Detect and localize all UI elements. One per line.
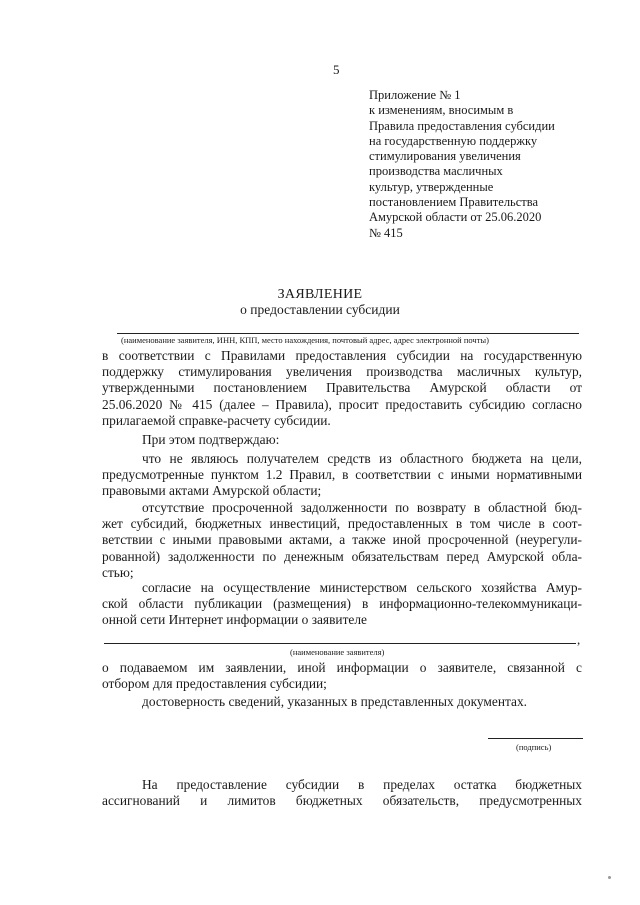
- text-line: правовыми актами Амурской области;: [102, 483, 322, 499]
- applicant-fill-line: [117, 333, 579, 334]
- text-line: что не являюсь получателем средств из областного бюджета на цели,: [142, 451, 582, 466]
- text-line: утвержденными постановлением Правительства Амурской области от: [102, 380, 582, 396]
- text-line: 25.06.2020 № 415 (далее – Правила), просит предоставить субсидию согласно: [102, 396, 582, 412]
- scan-speck: [608, 876, 611, 879]
- appendix-line: культур, утвержденные: [369, 179, 494, 194]
- text-line: прилагаемой справке-расчету субсидии.: [102, 412, 331, 428]
- text-line: в соответствии с Правилами предоставления субсидии на государственную: [102, 348, 582, 363]
- applicant-name-caption: (наименование заявителя): [290, 647, 385, 657]
- text-line: отсутствие просроченной задолженности по возврату в областной бюд-: [142, 500, 582, 515]
- text-line: ассигнований и лимитов бюджетных обязательств, предусмотренных: [102, 793, 582, 809]
- appendix-line: на государственную поддержку: [369, 133, 538, 148]
- signature-fill-line: [488, 738, 583, 739]
- text-line: онной сети Интернет информации о заявителе: [102, 612, 368, 628]
- signature-caption: (подпись): [516, 742, 552, 752]
- document-subtitle: о предоставлении субсидии: [240, 302, 400, 317]
- item-publication-consent: [102, 580, 582, 629]
- item-not-recipient: [102, 451, 582, 500]
- appendix-line: стимулирования увеличения: [369, 149, 521, 164]
- name-line-comma: ,: [577, 632, 581, 647]
- appendix-line: Приложение № 1: [369, 88, 461, 102]
- paragraph-request: [102, 348, 582, 429]
- appendix-line: к изменениям, вносимым в: [369, 103, 514, 118]
- appendix-line: № 415: [369, 225, 403, 240]
- text-line: жет субсидий, бюджетных инвестиций, предоставленных в том числе в соот-: [102, 516, 582, 532]
- page-number: 5: [333, 62, 340, 77]
- text-line: стью;: [102, 564, 134, 580]
- text-line: рованной) задолженности по денежным обязательствам перед Амурской обла-: [102, 548, 582, 564]
- item-accuracy: достоверность сведений, указанных в представленных документах.: [142, 694, 528, 709]
- text-line: согласие на осуществление министерством сельского хозяйства Амур-: [142, 580, 582, 595]
- item-publication-continued: [102, 660, 582, 692]
- item-no-debt: [102, 500, 582, 581]
- text-line: отбором для предоставления субсидии;: [102, 676, 327, 692]
- appendix-line: Правила предоставления субсидии: [369, 118, 555, 133]
- document-title: ЗАЯВЛЕНИЕ: [277, 287, 363, 302]
- text-line: предусмотренные пунктом 1.2 Правил, в соответствии с иными нормативными: [102, 467, 582, 483]
- text-line: На предоставление субсидии в пределах остатка бюджетных: [142, 777, 582, 792]
- final-paragraph: [102, 777, 582, 809]
- confirm-intro: При этом подтверждаю:: [142, 432, 280, 447]
- applicant-caption: (наименование заявителя, ИНН, КПП, место нахождения, почтовый адрес, адрес электронной почты): [121, 335, 489, 345]
- text-line: о подаваемом им заявлении, иной информации о заявителе, связанной с: [102, 660, 582, 675]
- appendix-block: [369, 88, 599, 241]
- text-line: ветствии с иными правовыми актами, а также иной просроченной (неурегули-: [102, 532, 582, 548]
- appendix-line: Амурской области от 25.06.2020: [369, 210, 542, 225]
- appendix-line: постановлением Правительства: [369, 195, 539, 210]
- applicant-name-fill-line: [104, 643, 576, 644]
- text-line: поддержку стимулирования увеличения производства масличных культур,: [102, 364, 582, 380]
- text-line: ской области публикации (размещения) в информационно-телекоммуникаци-: [102, 596, 582, 612]
- appendix-line: производства масличных: [369, 164, 503, 179]
